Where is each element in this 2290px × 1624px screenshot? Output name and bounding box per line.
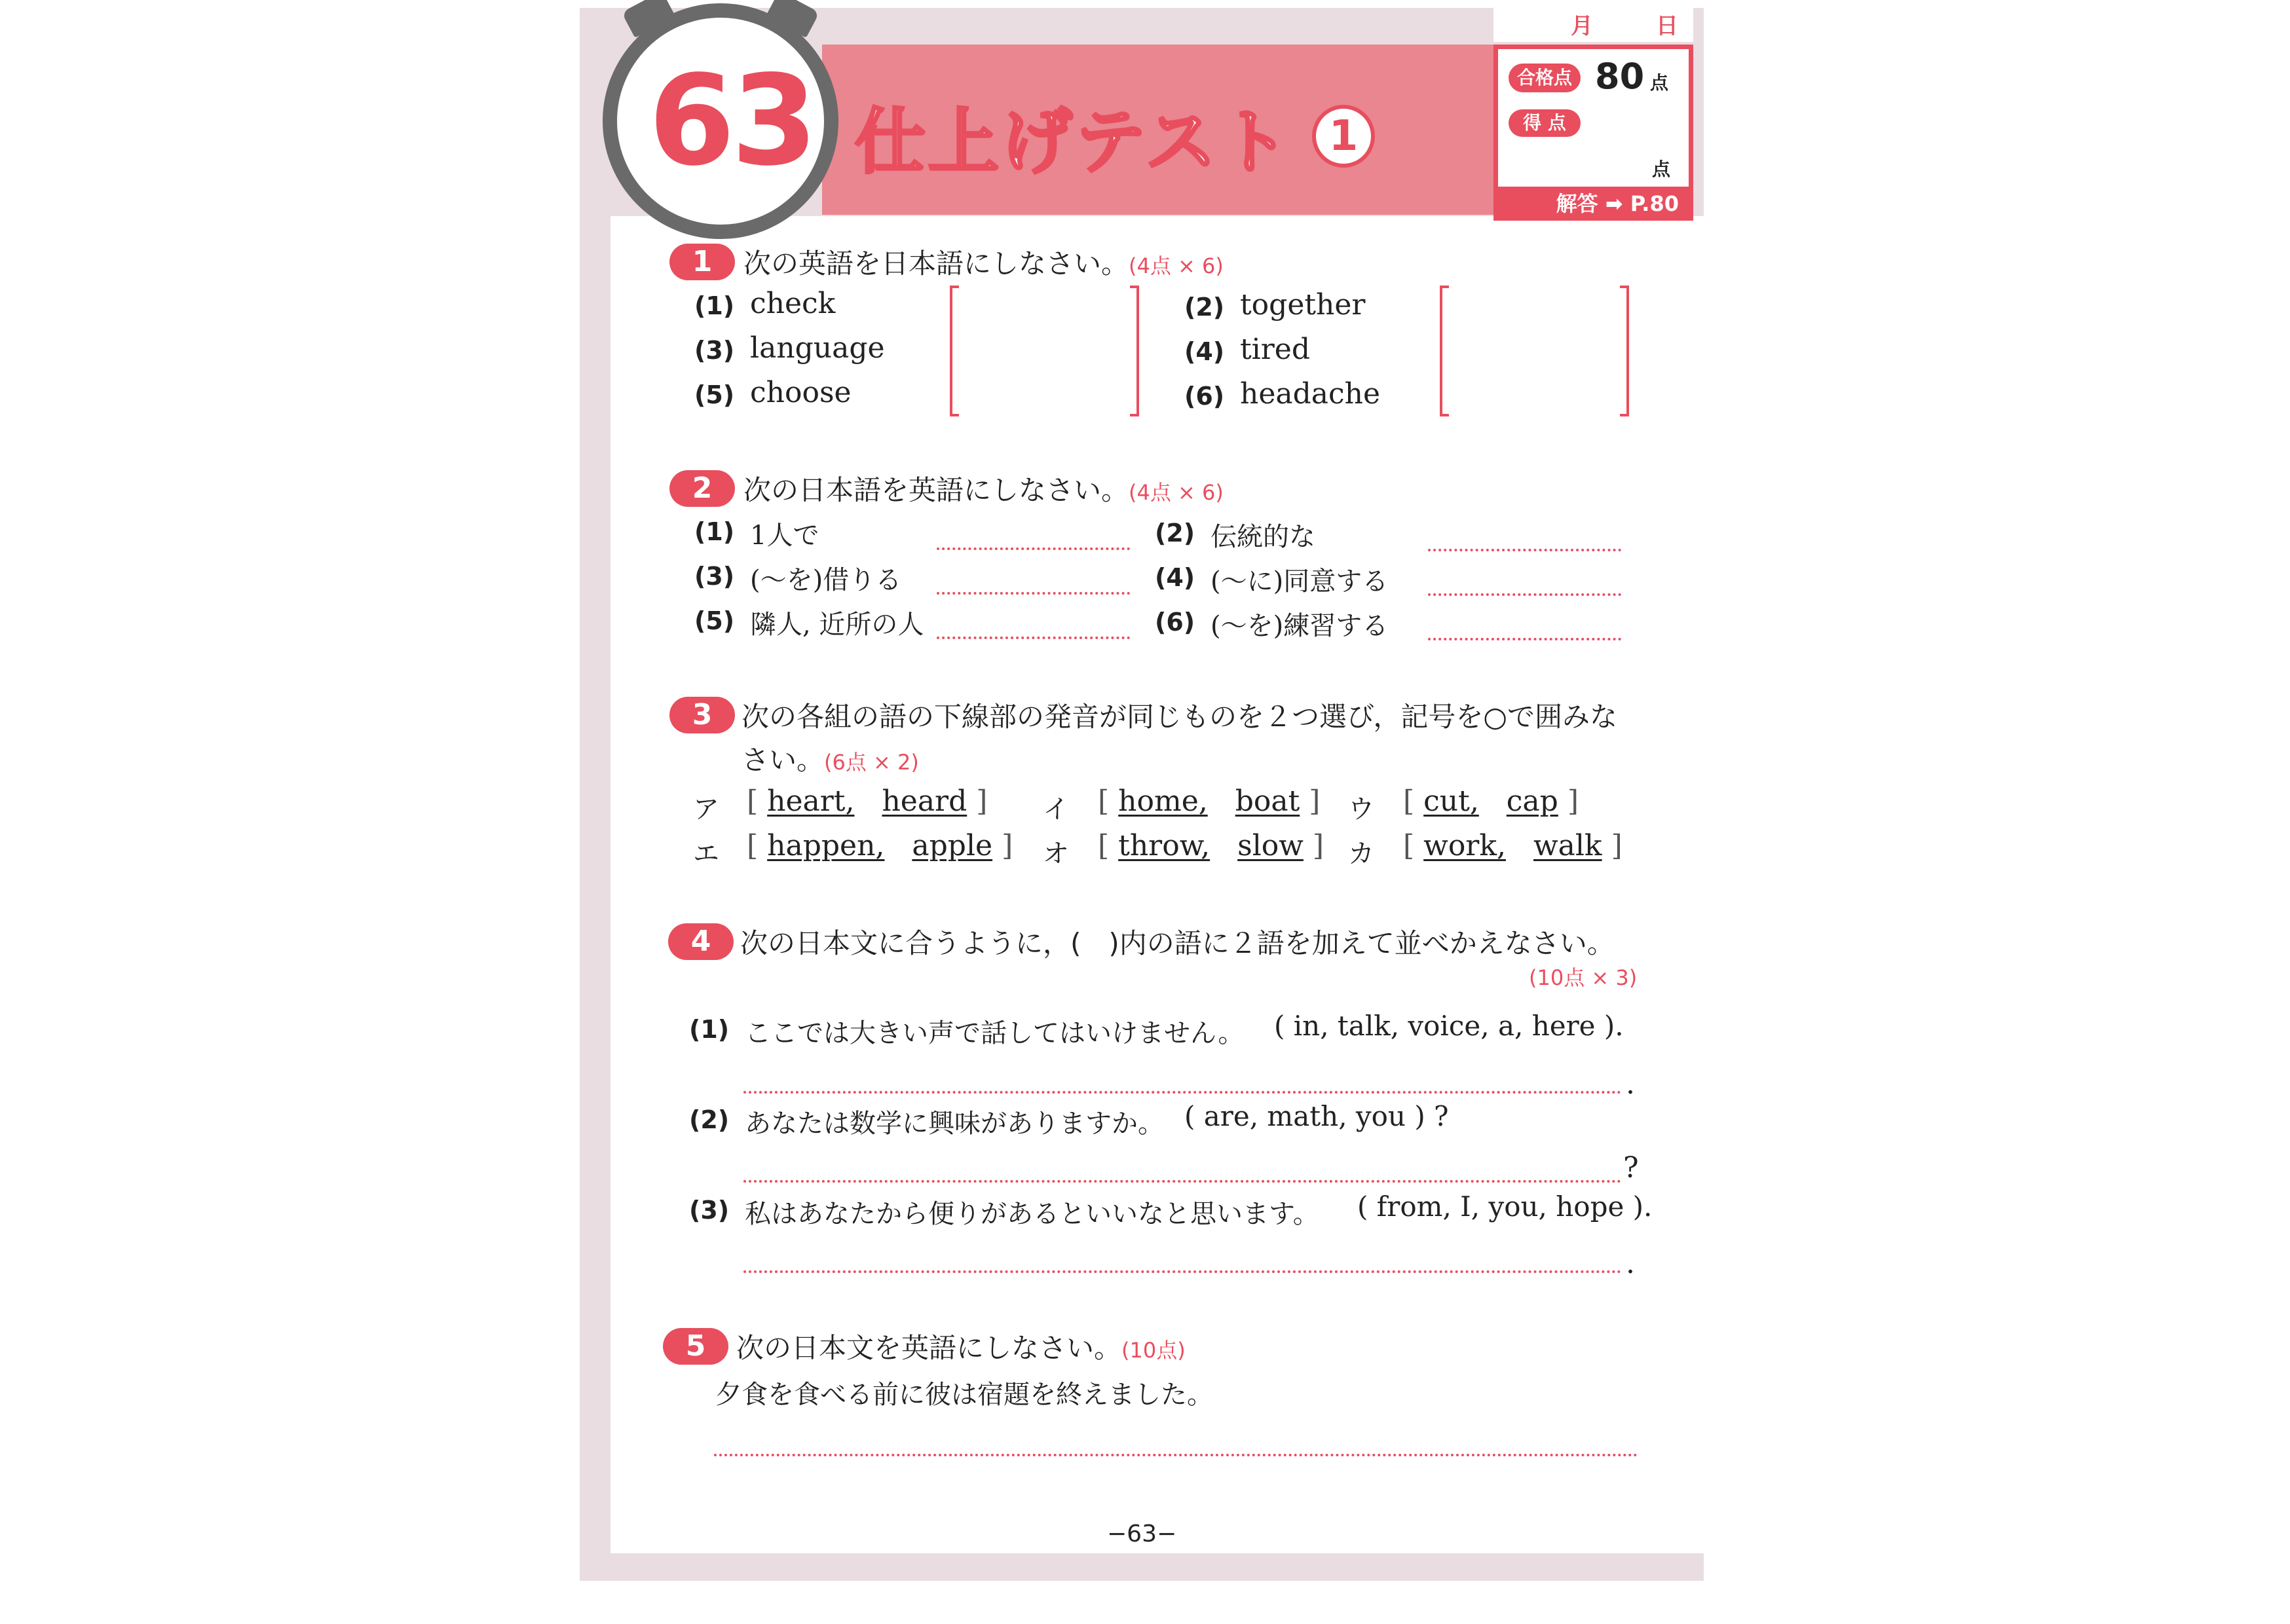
s4-item-2-words: ( are, math, you ) ? (1184, 1100, 1449, 1132)
s2-item-3-word: (〜を)借りる (750, 565, 902, 595)
s4-item-2-end-mark: ? (1623, 1151, 1639, 1185)
s3-choice-c-mark[interactable]: ウ (1348, 794, 1374, 824)
s2-item-6-word: (〜を)練習する (1211, 611, 1389, 641)
title-index-badge: 1 (1312, 105, 1375, 168)
s1-item-4-number: (4) (1184, 337, 1225, 366)
s3-choice-f-word2: walk (1533, 829, 1602, 862)
section-1-instruction: 次の英語を日本語にしなさい。 (743, 248, 1129, 280)
s2-item-2-number: (2) (1155, 519, 1195, 547)
section-1-title (743, 242, 1224, 282)
page-number: −63− (1107, 1521, 1177, 1547)
s1-item-2-word: together (1240, 288, 1366, 322)
s1-item-6-word: headache (1240, 377, 1381, 411)
unit-number: 63 (648, 48, 814, 193)
section-3-number: 3 (669, 697, 735, 733)
section-5-number: 5 (663, 1328, 728, 1365)
s2-answer-line-3[interactable] (937, 592, 1130, 595)
s1-item-3-word: language (750, 331, 885, 365)
s1-item-1-number: (1) (694, 291, 735, 320)
s3-choice-e-word2: slow (1237, 829, 1304, 862)
s2-item-5-number: (5) (694, 606, 735, 635)
s2-answer-line-6[interactable] (1428, 638, 1621, 640)
s4-answer-line-3[interactable] (743, 1270, 1621, 1273)
s5-answer-line[interactable] (714, 1454, 1638, 1456)
s2-item-4-word: (〜に)同意する (1211, 566, 1389, 597)
s4-item-1-words: ( in, talk, voice, a, here ). (1274, 1010, 1624, 1042)
section-1-points: (4点 × 6) (1129, 253, 1224, 278)
s3-choice-e-word1: throw, (1118, 829, 1211, 862)
s4-item-3-words: ( from, I, you, hope ). (1357, 1190, 1653, 1223)
s2-item-4-number: (4) (1155, 563, 1195, 592)
s3-choice-d-words: [ happen, apple ] (747, 829, 1013, 862)
s1-answer-bracket-right-b (1620, 286, 1629, 416)
s2-item-1-number: (1) (694, 517, 735, 546)
section-3-title-line1: 次の各組の語の下線部の発音が同じものを２つ選び，記号を○で囲みな (741, 701, 1617, 733)
s1-item-5-number: (5) (694, 380, 735, 409)
section-2-instruction: 次の日本語を英語にしなさい。 (743, 474, 1129, 506)
s3-choice-c-word2: cap (1506, 784, 1558, 818)
s2-answer-line-2[interactable] (1428, 549, 1621, 551)
s2-answer-line-4[interactable] (1428, 593, 1621, 596)
s1-item-3-number: (3) (694, 336, 735, 365)
s3-choice-b-word2: boat (1235, 784, 1300, 818)
s1-item-4-word: tired (1240, 333, 1310, 366)
section-3-instruction-end: さい。 (741, 744, 825, 776)
s3-choice-a-word1: heart, (767, 784, 855, 818)
section-5-title (736, 1327, 1186, 1366)
s1-item-6-number: (6) (1184, 382, 1225, 411)
s3-choice-e-mark[interactable]: オ (1043, 839, 1069, 869)
s3-choice-c-word1: cut, (1423, 784, 1479, 818)
s3-choice-a-mark[interactable]: ア (693, 794, 719, 824)
date-area (1493, 5, 1693, 42)
s4-item-3-number: (3) (689, 1196, 730, 1225)
s4-answer-line-1[interactable] (743, 1091, 1621, 1094)
section-3-points: (6点 × 2) (824, 750, 919, 775)
score-unit: 点 (1652, 158, 1671, 180)
s3-choice-a-words: [ heart, heard ] (747, 784, 988, 818)
pass-unit: 点 (1650, 72, 1669, 94)
s4-item-3-sentence: 私はあなたから便りがあるといいなと思います。 (745, 1199, 1319, 1229)
section-5-points: (10点) (1121, 1338, 1186, 1363)
section-4-points: (10点 × 3) (1529, 965, 1638, 990)
section-2-points: (4点 × 6) (1129, 480, 1224, 505)
section-4-title: 次の日本文に合うように，( )内の語に２語を加えて並べかえなさい。 (740, 927, 1615, 959)
s2-item-2-word: 伝統的な (1211, 522, 1315, 552)
s3-choice-d-word2: apple (912, 829, 993, 862)
section-1-number: 1 (669, 244, 735, 280)
page-title: 仕上げテスト (855, 101, 1292, 183)
s3-choice-d-word1: happen, (767, 829, 885, 862)
s2-item-3-number: (3) (694, 562, 735, 591)
s3-choice-a-word2: heard (882, 784, 967, 818)
s2-answer-line-1[interactable] (937, 547, 1130, 550)
s1-answer-bracket-right-a (1130, 286, 1139, 416)
s3-choice-e-words: [ throw, slow ] (1098, 829, 1324, 862)
answer-reference: 解答 ➡ P.80 (1493, 187, 1693, 221)
s2-answer-line-5[interactable] (937, 637, 1130, 639)
s4-answer-line-2[interactable] (743, 1180, 1621, 1183)
section-2-title (743, 469, 1224, 508)
date-month-label: 月 (1571, 13, 1593, 39)
s3-choice-f-mark[interactable]: カ (1348, 839, 1374, 869)
s3-choice-b-mark[interactable]: イ (1043, 794, 1069, 824)
s3-choice-c-words: [ cut, cap ] (1403, 784, 1579, 818)
section-3-title-line2 (741, 739, 919, 778)
section-2-number: 2 (669, 470, 735, 507)
s3-choice-b-words: [ home, boat ] (1098, 784, 1321, 818)
s3-choice-d-mark[interactable]: エ (693, 839, 719, 869)
section-4-number: 4 (668, 923, 734, 960)
s1-item-2-number: (2) (1184, 293, 1225, 322)
date-day-label: 日 (1656, 13, 1678, 39)
pass-label: 合格点 (1509, 64, 1581, 92)
s5-sentence: 夕食を食べる前に彼は宿題を終えました。 (715, 1380, 1213, 1410)
s1-item-5-word: choose (750, 376, 852, 409)
s2-item-1-word: 1人で (750, 521, 819, 551)
s4-item-3-end-mark: . (1626, 1247, 1635, 1280)
s3-choice-b-word1: home, (1118, 784, 1208, 818)
s4-item-1-number: (1) (689, 1015, 730, 1044)
s4-item-1-sentence: ここでは大きい声で話してはいけません。 (745, 1018, 1245, 1048)
s2-item-6-number: (6) (1155, 608, 1195, 637)
s2-item-5-word: 隣人, 近所の人 (750, 610, 924, 640)
pass-score: 80 (1595, 56, 1645, 97)
s4-item-1-end-mark: . (1626, 1067, 1635, 1101)
s3-choice-f-words: [ work, walk ] (1403, 829, 1623, 862)
s3-choice-f-word1: work, (1423, 829, 1506, 862)
s1-item-1-word: check (750, 287, 836, 320)
s4-item-2-number: (2) (689, 1105, 730, 1134)
section-5-instruction: 次の日本文を英語にしなさい。 (736, 1332, 1122, 1364)
s1-answer-bracket-left-b (1440, 286, 1449, 416)
s4-item-2-sentence: あなたは数学に興味がありますか。 (745, 1109, 1164, 1139)
score-label: 得 点 (1509, 109, 1581, 137)
s1-answer-bracket-left-a (950, 286, 959, 416)
